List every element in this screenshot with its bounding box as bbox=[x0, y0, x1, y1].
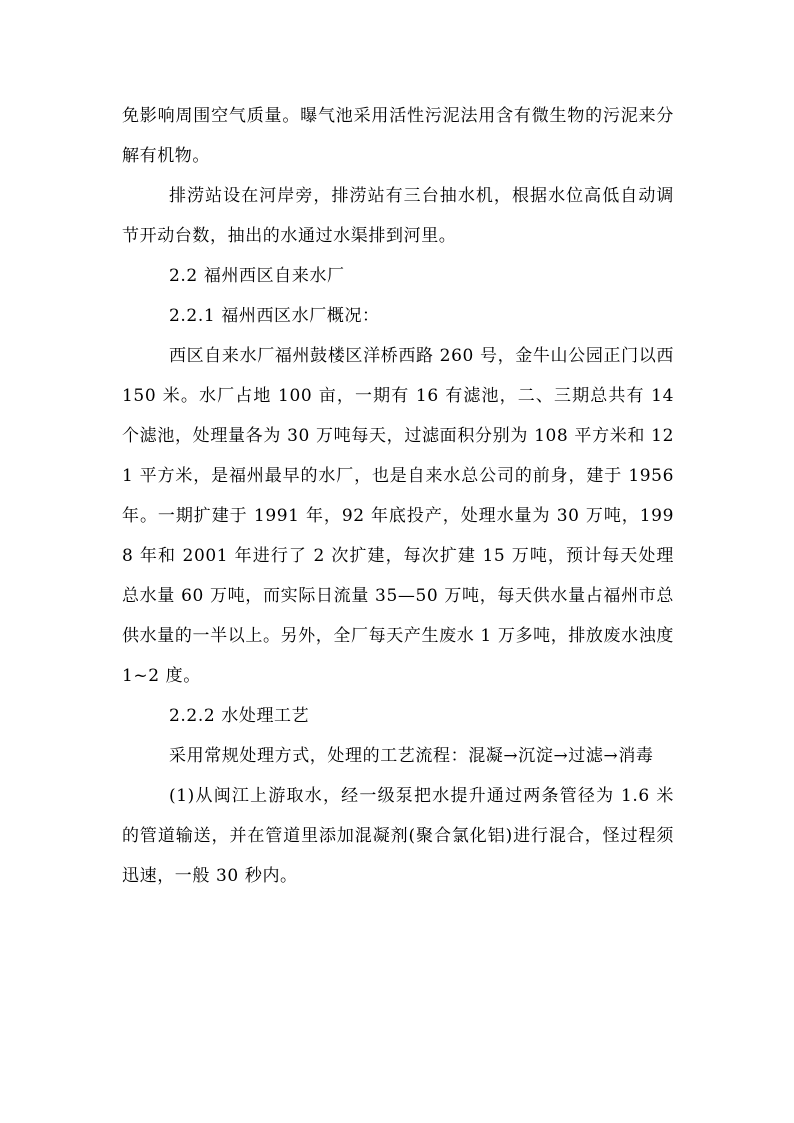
paragraph-aeration-continuation: 免影响周围空气质量。曝气池采用活性污泥法用含有微生物的污泥来分解有机物。 bbox=[122, 106, 674, 166]
section-heading-2-2-1: 2.2.1 福州西区水厂概况： bbox=[169, 306, 380, 326]
document-body bbox=[122, 96, 674, 896]
paragraph-process-flow: 采用常规处理方式，处理的工艺流程：混凝→沉淀→过滤→消毒 bbox=[169, 746, 654, 766]
section-heading-2-2: 2.2 福州西区自来水厂 bbox=[169, 266, 345, 286]
paragraph-step-1: (1)从闽江上游取水，经一级泵把水提升通过两条管径为 1.6 米的管道输送，并在管道里添加混凝剂(聚合氯化铝)进行混合，怪过程须迅速，一般 30 秒内。 bbox=[122, 786, 674, 886]
section-heading-2-2-2: 2.2.2 水处理工艺 bbox=[169, 706, 310, 726]
paragraph-plant-overview: 西区自来水厂福州鼓楼区洋桥西路 260 号，金牛山公园正门以西 150 米。水厂占地 100 亩，一期有 16 有滤池，二、三期总共有 14 个滤池，处理量各为 30 万吨每天，过滤面积分别为 108 平方米和 121 平方米，是福州最早的水厂，也是自来水总公司的前身，建于 1956 年。一期扩建于 1991 年，92 年底投产，处理水量为 30 万吨，1998 年和 2001 年进行了 2 次扩建，每次扩建 15 万吨，预计每天处理总水量 60 万吨，而实际日流量 35—50 万吨，每天供水量占福州市总供水量的一半以上。另外，全厂每天产生废水 1 万多吨，排放废水浊度 1~2 度。 bbox=[122, 346, 674, 686]
paragraph-drainage-station: 排涝站设在河岸旁，排涝站有三台抽水机，根据水位高低自动调节开动台数，抽出的水通过水渠排到河里。 bbox=[122, 186, 674, 246]
